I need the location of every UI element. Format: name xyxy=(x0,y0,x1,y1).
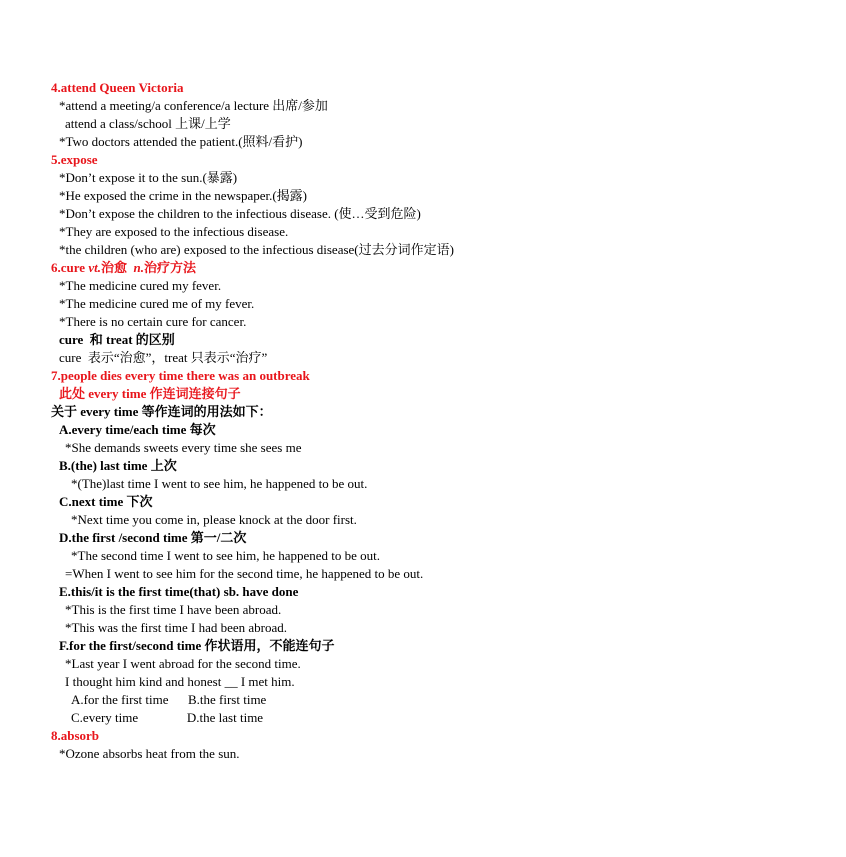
section-heading-cure xyxy=(51,259,811,277)
cure-vt-meaning: 治愈 xyxy=(100,260,134,275)
example-line: *Don’t expose it to the sun.(暴露) xyxy=(59,170,238,185)
example-line: *the children (who are) exposed to the infectious disease(过去分词作定语) xyxy=(59,242,454,257)
subheading-cure-vs-treat: cure 和 treat 的区别 xyxy=(59,332,175,347)
example-line: *This is the first time I have been abroad. xyxy=(65,602,282,617)
cure-heading-word: 6.cure xyxy=(51,260,89,275)
usage-item-e: E.this/it is the first time(that) sb. have done xyxy=(59,584,299,599)
exercise-question: I thought him kind and honest __ I met him. xyxy=(65,674,295,689)
usage-item-d: D.the first /second time 第一/二次 xyxy=(59,530,247,545)
usage-item-b: B.(the) last time 上次 xyxy=(59,458,177,473)
example-line: *Ozone absorbs heat from the sun. xyxy=(59,746,240,761)
document-body xyxy=(51,79,811,763)
cure-pos-vt: vt. xyxy=(88,260,101,275)
usage-item-f: F.for the first/second time 作状语用，不能连句子 xyxy=(59,638,335,653)
explanation-line: cure 表示“治愈”，treat 只表示“治疗” xyxy=(59,350,268,365)
example-line: *Two doctors attended the patient.(照料/看护) xyxy=(59,134,303,149)
section-heading-absorb: 8.absorb xyxy=(51,728,100,743)
usage-item-a: A.every time/each time 每次 xyxy=(59,422,216,437)
example-line: *This was the first time I had been abroad. xyxy=(65,620,288,635)
example-line: *Last year I went abroad for the second time. xyxy=(65,656,301,671)
usage-item-c: C.next time 下次 xyxy=(59,494,153,509)
subheading-usage: 关于 every time 等作连词的用法如下： xyxy=(51,404,272,419)
cure-n-meaning: 治疗方法 xyxy=(143,260,196,275)
exercise-options-cd: C.every time D.the last time xyxy=(71,710,264,725)
section-heading-every-time: 7.people dies every time there was an outbreak xyxy=(51,368,310,383)
example-line: *The medicine cured my fever. xyxy=(59,278,222,293)
example-line: *Next time you come in, please knock at the door first. xyxy=(71,512,357,527)
example-line: *The medicine cured me of my fever. xyxy=(59,296,255,311)
example-line: *She demands sweets every time she sees me xyxy=(65,440,302,455)
example-line: *attend a meeting/a conference/a lecture 出席/参加 xyxy=(59,98,328,113)
section-note-red: 此处 every time 作连词连接句子 xyxy=(59,386,241,401)
exercise-options-ab: A.for the first time B.the first time xyxy=(71,692,267,707)
example-line: =When I went to see him for the second time, he happened to be out. xyxy=(65,566,424,581)
example-line: *The second time I went to see him, he happened to be out. xyxy=(71,548,381,563)
example-line: attend a class/school 上课/上学 xyxy=(65,116,231,131)
example-line: *There is no certain cure for cancer. xyxy=(59,314,247,329)
example-line: *He exposed the crime in the newspaper.(揭露) xyxy=(59,188,308,203)
cure-pos-n: n. xyxy=(133,260,144,275)
section-heading-attend: 4.attend Queen Victoria xyxy=(51,80,184,95)
section-heading-expose: 5.expose xyxy=(51,152,98,167)
example-line: *Don’t expose the children to the infectious disease. (使…受到危险) xyxy=(59,206,421,221)
example-line: *They are exposed to the infectious disease. xyxy=(59,224,289,239)
example-line: *(The)last time I went to see him, he happened to be out. xyxy=(71,476,368,491)
